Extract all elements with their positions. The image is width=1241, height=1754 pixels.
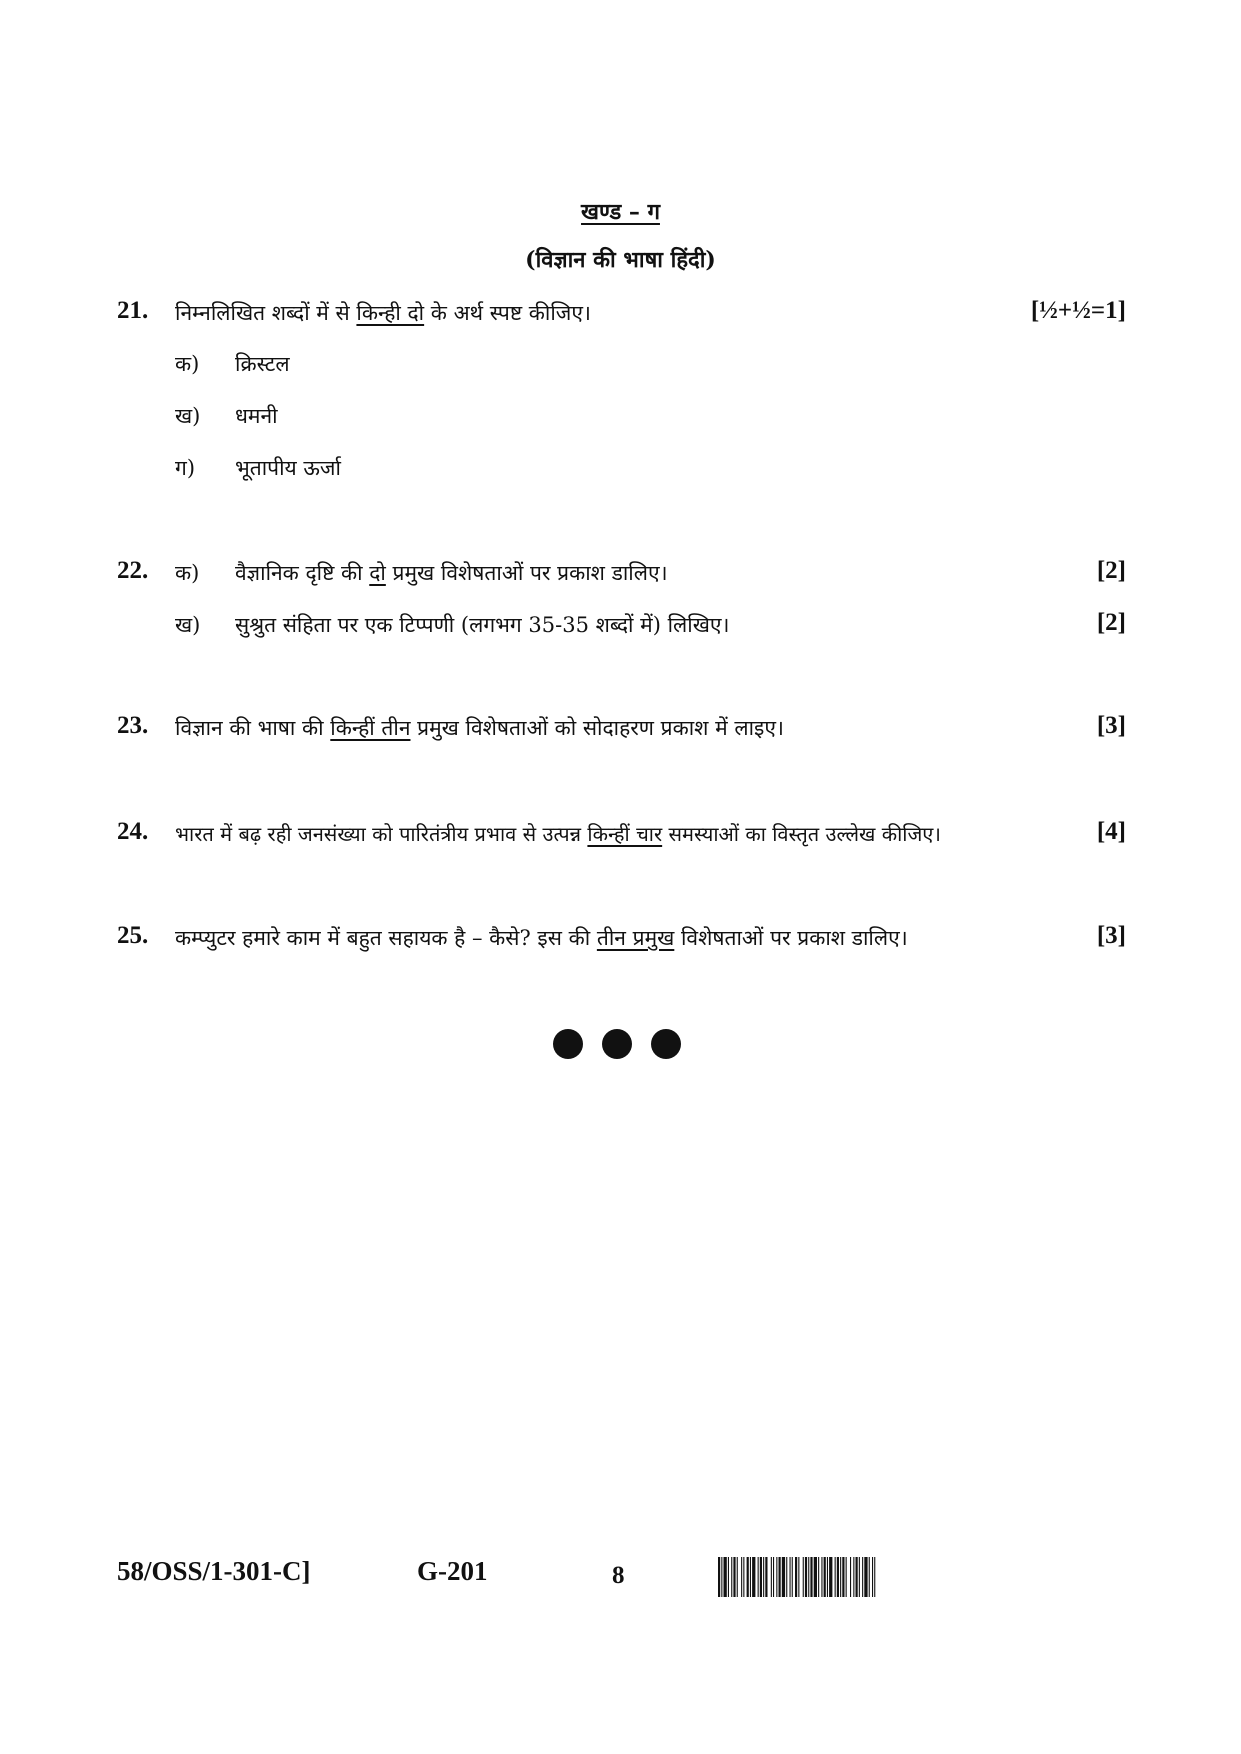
option-text: क्रिस्टल [235,352,290,376]
question-number-24: 24. [117,818,149,845]
page-number: 8 [612,1562,625,1589]
question-22b-marks: [2] [1096,609,1126,636]
part-b-label: ख) [175,613,201,637]
barcode-icon [718,1557,981,1597]
question-number-22: 22. [117,557,149,584]
option-text: धमनी [235,404,278,428]
end-marker [553,1029,683,1059]
option-label: क) [175,352,200,376]
question-21-marks: [½+½=1] [1030,297,1126,324]
section-title: खण्ड – ग [581,199,660,225]
question-21-text: निम्नलिखित शब्दों में से किन्ही दो के अर्थ स्पष्ट कीजिए। [175,301,591,325]
question-23-marks: [3] [1096,712,1126,739]
question-22a-text: वैज्ञानिक दृष्टि की दो प्रमुख विशेषताओं पर प्रकाश डालिए। [235,561,668,585]
question-number-21: 21. [117,297,149,324]
option-label: ख) [175,404,201,428]
question-22b-text: सुश्रुत संहिता पर एक टिप्पणी (लगभग 35-35 शब्दों में) लिखिए। [235,613,730,637]
option-label: ग) [175,456,196,480]
question-25-marks: [3] [1096,922,1126,949]
question-22a-marks: [2] [1096,557,1126,584]
dot-icon [651,1029,681,1059]
paper-code: 58/OSS/1-301-C] [117,1556,311,1586]
question-23-text: विज्ञान की भाषा की किन्हीं तीन प्रमुख विशेषताओं को सोदाहरण प्रकाश में लाइए। [175,716,784,740]
section-subtitle: (विज्ञान की भाषा हिंदी) [525,247,716,273]
question-24-marks: [4] [1096,818,1126,845]
part-a-label: क) [175,561,200,585]
question-number-23: 23. [117,712,149,739]
option-text: भूतापीय ऊर्जा [235,456,341,480]
paper-series: G-201 [417,1556,488,1586]
dot-icon [602,1029,632,1059]
question-24-text: भारत में बढ़ रही जनसंख्या को पारितंत्रीय प्रभाव से उत्पन्न किन्हीं चार समस्याओं का विस्तृत उल्लेख कीजिए। [175,822,941,846]
question-number-25: 25. [117,922,149,949]
question-25-text: कम्प्युटर हमारे काम में बहुत सहायक है – कैसे? इस की तीन प्रमुख विशेषताओं पर प्रकाश डालिए। [175,926,908,950]
dot-icon [553,1029,583,1059]
